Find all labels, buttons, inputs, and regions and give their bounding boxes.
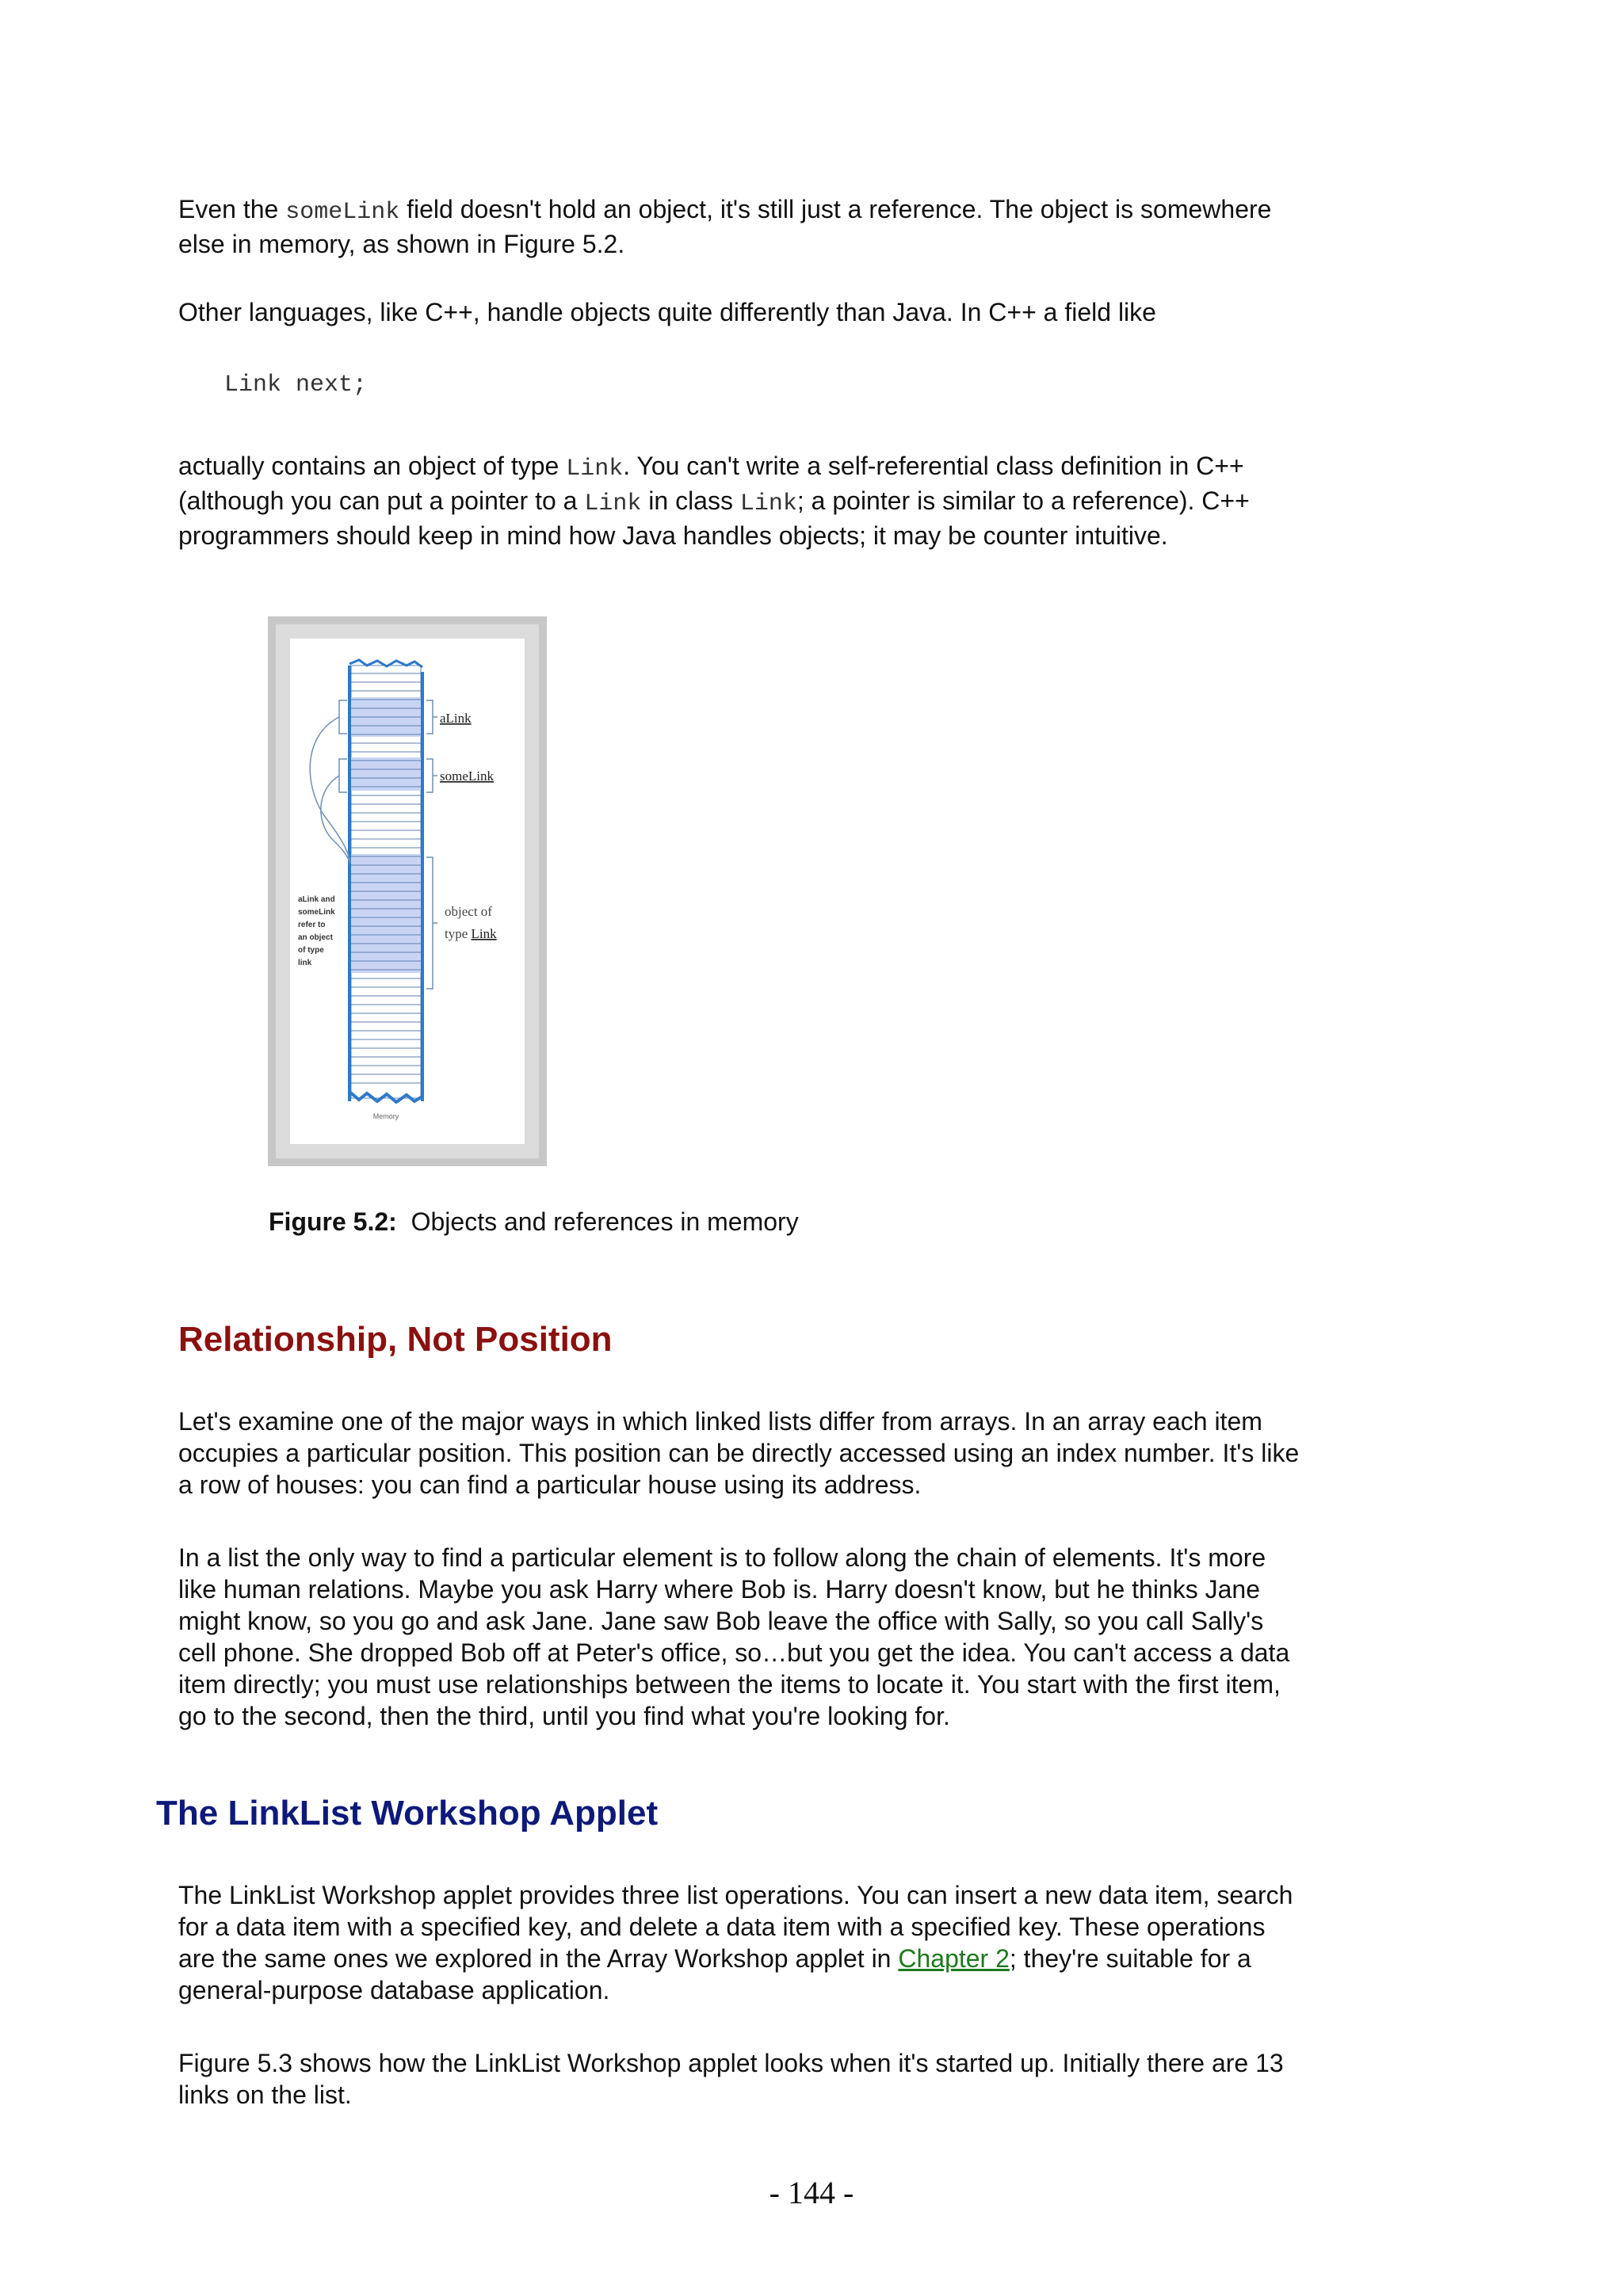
text: The LinkList Workshop applet provides three list operations. You can insert a new data item, search for a data item with a specified key, and delete a data item with a specified key. These operations are the same ones we explored in the Array Workshop applet in [178,1881,1293,1973]
figure-caption [269,1206,799,1238]
heading-linklist-applet: The LinkList Workshop Applet [156,1794,659,1833]
label-type-link: Link [471,926,497,941]
text: ; they're suitable for a general-purpose database application. [178,1944,1251,2004]
label-type [445,926,497,941]
code-block: Link next; [224,372,368,399]
memory-column [349,660,422,1102]
text: in class [641,486,740,515]
paragraph-human-relations: In a list the only way to find a particular element is to follow along the chain of elements. It's more like human relations. Maybe you ask Harry where Bob is. Harry doesn't know, but he thinks Jane might know, so you go and ask Jane. Jane saw Bob leave the office with Sally, so you call Sally's cell phone. She dropped Bob off at Peter's office, so…but you get the idea. You can't access a data item directly; you must use relationships between the items to locate it. You start with the first item, go to the second, then the third, until you find what you're looking for. [178,1543,1290,1730]
inline-code: someLink [285,199,400,226]
left-note-line: of type [298,946,324,955]
inline-code: Link [739,490,797,517]
label-type-word: type [445,926,468,941]
heading-relationship: Relationship, Not Position [178,1320,613,1359]
label-memory: Memory [372,1112,399,1120]
left-note-line: an object [298,933,333,942]
inline-code: Link [566,456,624,482]
left-note-line: aLink and [298,895,335,904]
caption-label: Figure 5.2: [269,1207,397,1236]
inline-code: Link [584,490,642,517]
chapter-2-link[interactable]: Chapter 2 [898,1944,1010,1973]
paragraph-other-languages: Other languages, like C++, handle objects quite differently than Java. In C++ a field like [178,298,1156,326]
text: Even the [178,195,286,223]
left-note-line: link [298,959,312,967]
text: ; a pointer is similar to a reference). C++ programmers should keep in mind how Java handles objects; it may be counter intuitive. [178,486,1250,550]
label-alink: aLink [440,711,472,726]
left-note-line: refer to [298,921,326,929]
paragraph-cpp-objects [178,450,1304,551]
label-somelink: someLink [440,769,494,784]
page-number: - 144 - [769,2175,854,2210]
left-note-line: someLink [298,908,335,917]
text: field doesn't hold an object, it's still just a reference. The object is somewhere else in memory, as shown in Figure 5.2. [178,195,1272,258]
paragraph-figure-5-3: Figure 5.3 shows how the LinkList Workshop applet looks when it's started up. Initially there are 13 links on the list. [178,2049,1284,2109]
caption-text: Objects and references in memory [411,1207,799,1236]
figure-memory-diagram [268,616,547,1166]
paragraph-somelink [178,193,1304,260]
paragraph-arrays: Let's examine one of the major ways in which linked lists differ from arrays. In an array each item occupies a particular position. This position can be directly accessed using an index number. It's like a row of houses: you can find a particular house using its address. [178,1407,1300,1499]
text: actually contains an object of type [178,452,567,480]
label-object-of: object of [445,904,492,919]
paragraph-applet-operations [178,1879,1304,2006]
text: . You can't write a self-referential class definition in C++ (although you can put a pointer to a [178,452,1244,515]
